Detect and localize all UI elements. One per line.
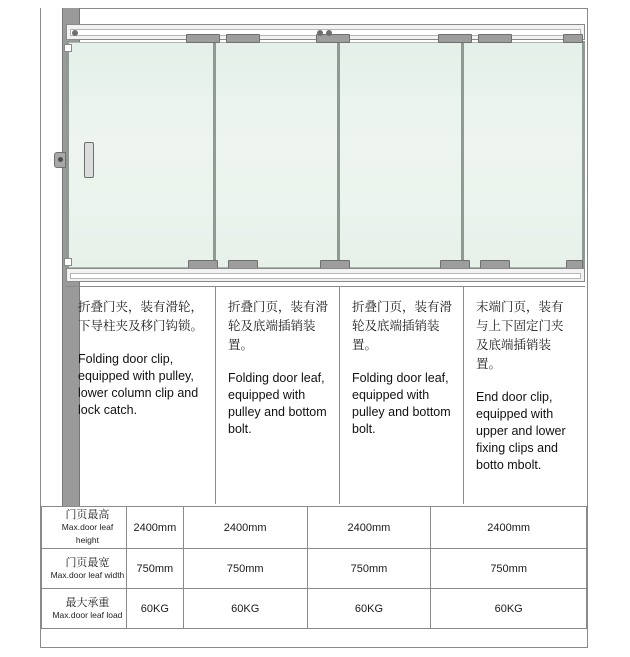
bottom-rail [66, 268, 585, 282]
spec-height-value-2: 2400mm [183, 507, 307, 549]
leaf-1-description [66, 287, 216, 504]
roller-hanger-icon [563, 34, 583, 43]
spec-label-width [42, 549, 127, 589]
leaf-3-description [340, 287, 464, 504]
spec-label-load [42, 589, 127, 629]
end-mark [64, 44, 72, 52]
roller-hanger-icon [186, 34, 220, 43]
leaf-1-text-cn: 折叠门夹，装有滑轮，下导柱夹及移门钩锁。 [78, 299, 204, 333]
spec-height-value-1: 2400mm [126, 507, 183, 549]
glass-leaf-2 [215, 42, 339, 268]
stile-1 [213, 41, 216, 269]
end-mark [64, 258, 72, 266]
leaf-4-text-en: End door clip, equipped with upper and lower fixing clips and botto mbolt. [476, 390, 566, 472]
leaf-4-description [464, 287, 585, 504]
leaf-2-text-cn: 折叠门页，装有滑轮及底端插销装置。 [228, 299, 329, 352]
leaf-2-description [216, 287, 340, 504]
spec-load-value-4: 60KG [431, 589, 587, 629]
track-pin-icon [72, 30, 78, 36]
spec-width-value-2: 750mm [183, 549, 307, 589]
lock-keyhole-icon [58, 157, 63, 162]
glass-leaf-3 [339, 42, 463, 268]
roller-hanger-icon [478, 34, 512, 43]
spec-label-load-en: Max.door leaf load [52, 609, 123, 620]
bottom-rail-channel [70, 273, 581, 279]
table-row [42, 549, 587, 589]
spec-label-height-cn: 门页最高 [65, 508, 110, 521]
leaf-2-text-en: Folding door leaf, equipped with pulley and bottom bolt. [228, 371, 327, 436]
door-handle-icon [84, 142, 94, 178]
track-pin-icon [326, 30, 332, 36]
stile-2 [337, 41, 340, 269]
stile-right [582, 41, 585, 269]
spec-label-load-cn: 最大承重 [65, 595, 110, 609]
spec-height-value-4: 2400mm [431, 507, 587, 549]
stile-3 [461, 41, 464, 269]
leaf-1-text-en: Folding door clip, equipped with pulley, lower column clip and lock catch. [78, 352, 199, 417]
spec-width-value-1: 750mm [126, 549, 183, 589]
spec-width-value-3: 750mm [307, 549, 431, 589]
stile-left [66, 41, 69, 269]
spec-load-value-3: 60KG [307, 589, 431, 629]
spec-height-value-3: 2400mm [307, 507, 431, 549]
folding-door-elevation [66, 24, 585, 284]
wall-hatch [41, 8, 63, 506]
spec-width-value-4: 750mm [431, 549, 587, 589]
track-pin-icon [317, 30, 323, 36]
roller-hanger-icon [226, 34, 260, 43]
leaf-3-text-cn: 折叠门页，装有滑轮及底端插销装置。 [352, 299, 453, 352]
leaf-description-row [66, 286, 585, 504]
table-row [42, 507, 587, 549]
leaf-4-text-cn: 末端门页，装有与上下固定门夹及底端插销装置。 [476, 299, 564, 371]
glass-leaf-4 [463, 42, 585, 268]
spec-load-value-2: 60KG [183, 589, 307, 629]
table-row [42, 589, 587, 629]
specification-table [41, 506, 587, 629]
leaf-3-text-en: Folding door leaf, equipped with pulley and bottom bolt. [352, 371, 451, 436]
spec-label-width-cn: 门页最宽 [65, 555, 110, 569]
roller-hanger-icon [438, 34, 472, 43]
spec-label-width-en: Max.door leaf width [50, 569, 125, 580]
spec-load-value-1: 60KG [126, 589, 183, 629]
spec-label-height [42, 507, 127, 549]
spec-label-height-en: Max.door leaf height [61, 522, 114, 545]
